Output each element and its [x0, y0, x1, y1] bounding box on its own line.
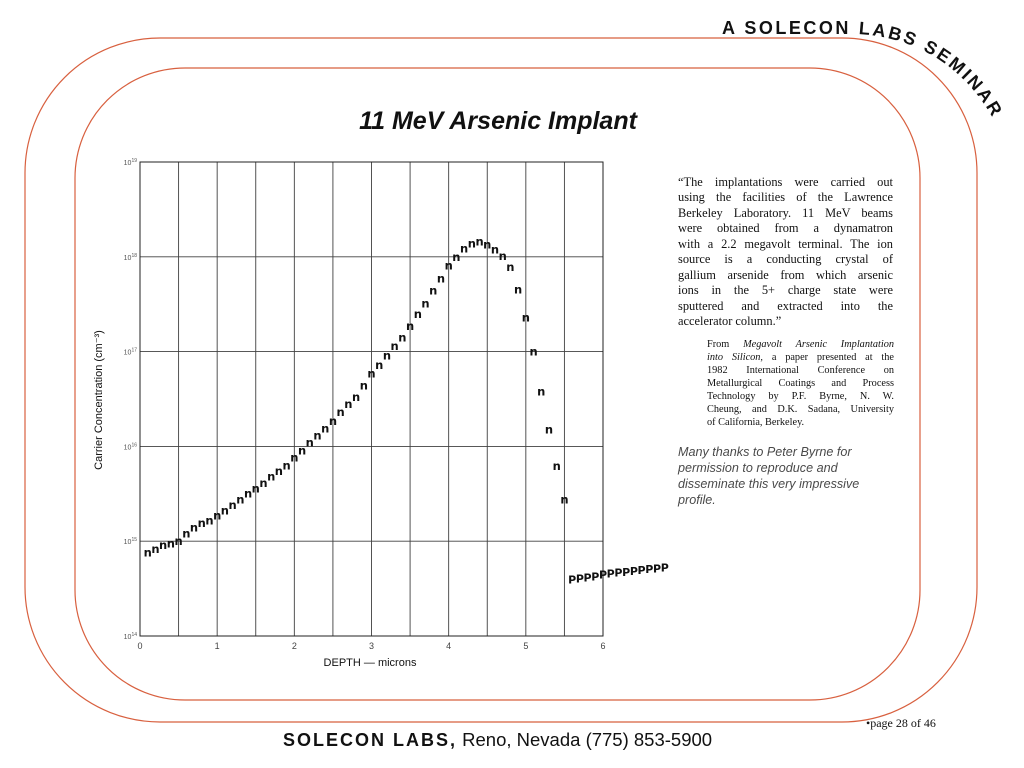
y-tick-label	[124, 442, 138, 451]
n-type-data-point: n	[290, 450, 299, 465]
slide-title: 11 MeV Arsenic Implant	[359, 107, 637, 135]
quote-line: were obtained from a dynamatron	[678, 221, 893, 236]
y-tick-label	[124, 253, 138, 262]
x-tick-label: 1	[214, 641, 220, 651]
p-type-data-point: P	[575, 572, 584, 586]
citation-line	[707, 351, 894, 364]
seminar-banner	[722, 18, 1007, 121]
y-tick-label	[124, 348, 138, 357]
n-type-data-point: n	[398, 330, 407, 345]
acknowledgement-line: Many thanks to Peter Byrne for	[678, 445, 852, 459]
quote-line: gallium arsenide from which arsenic	[678, 267, 893, 282]
n-type-data-point: n	[297, 443, 307, 458]
n-type-data-point: n	[375, 358, 384, 373]
n-type-data-point: n	[529, 344, 538, 359]
x-tick-label: 6	[600, 641, 606, 651]
page-number: •page 28 of 46	[866, 716, 936, 730]
x-tick-label: 2	[291, 641, 297, 651]
y-tick-exponent: 17	[131, 347, 137, 354]
x-tick-label: 3	[368, 641, 375, 651]
n-type-data-point: n	[544, 422, 554, 437]
acknowledgement-line: permission to reproduce and	[678, 461, 838, 475]
n-type-data-point: n	[405, 319, 415, 334]
p-type-data-point: P	[637, 564, 646, 578]
citation-text: a paper presented at the	[763, 352, 894, 363]
n-type-data-point: n	[243, 486, 253, 501]
y-tick-exponent: 15	[131, 537, 137, 544]
n-type-data-point: n	[467, 236, 476, 251]
n-type-data-point: n	[236, 492, 245, 507]
y-tick-base: 10	[123, 539, 132, 547]
quote-line: “The implantations were carried out	[678, 175, 893, 189]
p-type-data-point: P	[629, 564, 638, 578]
n-type-data-point: n	[267, 469, 276, 484]
citation-line	[707, 416, 894, 429]
quote-line: using the facilities of the Lawrence	[678, 190, 893, 205]
y-tick-base: 10	[123, 254, 132, 262]
n-type-data-point: n	[251, 481, 260, 496]
x-axis-label: DEPTH — microns	[323, 657, 417, 669]
n-type-data-point: n	[498, 248, 507, 263]
quote-line: accelerator column.”	[678, 314, 782, 329]
n-type-data-point: n	[552, 459, 561, 474]
p-type-data-point: P	[614, 566, 623, 580]
y-axis-label: Carrier Concentration (cm⁻³)	[93, 330, 105, 470]
quote-line: Berkeley Laboratory. 11 MeV beams	[678, 205, 893, 220]
n-type-data-point: n	[328, 413, 338, 428]
y-tick-exponent: 16	[131, 442, 137, 449]
carrier-concentration-chart	[80, 150, 690, 680]
n-type-data-point: n	[367, 366, 376, 381]
n-type-data-point: n	[344, 397, 353, 412]
company-name: SOLECON LABS,	[283, 730, 458, 750]
quote-line: with a 2.2 megavolt terminal. The ion	[678, 236, 893, 251]
p-type-data-point: P	[606, 567, 615, 581]
p-type-data-point: P	[622, 565, 631, 579]
n-type-data-point: n	[182, 526, 191, 541]
n-type-data-point: n	[259, 476, 268, 491]
x-tick-label: 5	[523, 641, 529, 651]
y-tick-exponent: 18	[131, 252, 137, 259]
citation-text: Metallurgical Coatings and Process	[707, 378, 894, 389]
n-type-data-point: n	[205, 513, 214, 528]
n-type-data-point: n	[159, 538, 168, 553]
n-type-data-point: n	[452, 249, 461, 264]
citation-line	[707, 364, 894, 377]
n-type-data-point: n	[220, 503, 229, 518]
p-type-data-point: P	[652, 562, 662, 576]
y-tick-base: 10	[123, 160, 132, 167]
n-type-data-point: n	[274, 464, 283, 479]
p-type-data-point: P	[598, 568, 608, 582]
paper-title: into Silicon,	[707, 352, 764, 363]
paper-title: Megavolt Arsenic Implantation	[743, 339, 894, 350]
y-tick-base: 10	[123, 634, 132, 641]
grid-layer	[140, 162, 603, 636]
n-type-data-point: n	[475, 234, 484, 249]
n-type-data-point: n	[421, 296, 430, 311]
n-type-data-point: n	[413, 306, 422, 321]
p-type-data-point: P	[645, 563, 654, 577]
n-type-data-point: n	[228, 498, 237, 513]
n-type-data-point: n	[521, 310, 530, 325]
n-type-data-point: n	[313, 428, 322, 443]
tick-layer	[124, 158, 606, 651]
citation-text: From	[707, 339, 744, 350]
quote-line: source is a conducting crystal of	[678, 252, 893, 267]
footer	[283, 729, 712, 751]
n-type-data-point: n	[336, 405, 345, 420]
citation-text: of California, Berkeley.	[707, 417, 805, 428]
n-type-data-point: n	[429, 283, 438, 298]
n-type-data-point: n	[506, 260, 515, 275]
citation-text: 1982 International Conference on	[707, 365, 894, 376]
n-type-data-point: n	[390, 338, 399, 353]
citation-line	[707, 377, 894, 390]
quote-block	[678, 175, 893, 330]
p-type-data-point: P	[583, 571, 592, 585]
n-type-data-point: n	[282, 458, 291, 473]
n-type-data-point: n	[151, 541, 160, 556]
n-type-data-point: n	[560, 492, 569, 507]
y-tick-label	[124, 158, 138, 167]
quote-line: ions in the 5+ charge state were	[678, 283, 893, 298]
n-type-data-point: n	[436, 271, 446, 286]
data-points	[144, 235, 669, 587]
n-type-data-point: n	[460, 241, 469, 256]
x-tick-label: 4	[446, 641, 452, 651]
citation-text: Cheung, and D.K. Sadana, University	[707, 404, 894, 415]
y-tick-exponent: 14	[131, 632, 137, 638]
acknowledgement-block	[678, 444, 893, 508]
y-tick-label	[124, 537, 138, 546]
n-type-data-point: n	[189, 520, 199, 535]
citation-text: Technology by P.F. Byrne, N. W.	[707, 391, 894, 402]
acknowledgement-line: disseminate this very impressive	[678, 477, 860, 491]
n-type-data-point: n	[490, 242, 500, 257]
n-type-data-point: n	[197, 516, 206, 531]
quote-line: sputtered and extracted into the	[678, 298, 893, 313]
y-tick-base: 10	[123, 349, 132, 357]
n-type-data-point: n	[382, 348, 392, 363]
y-tick-base: 10	[123, 444, 132, 452]
n-type-data-point: n	[359, 378, 368, 393]
n-type-data-point: n	[166, 536, 175, 551]
p-type-data-point: P	[660, 561, 669, 575]
n-type-data-point: n	[305, 435, 314, 450]
citation-line	[707, 403, 894, 416]
n-type-data-point: n	[514, 282, 523, 297]
n-type-data-point: n	[537, 384, 546, 399]
n-type-data-point: n	[483, 237, 492, 252]
n-type-data-point: n	[321, 421, 330, 436]
acknowledgement-line: profile.	[678, 493, 716, 507]
n-type-data-point: n	[174, 534, 183, 549]
company-contact: Reno, Nevada (775) 853-5900	[462, 729, 713, 750]
y-tick-label	[124, 632, 138, 641]
y-tick-exponent: 19	[131, 158, 137, 164]
citation-line	[707, 338, 894, 351]
n-type-data-point: n	[143, 545, 152, 560]
n-type-data-point: n	[351, 390, 361, 405]
citation-line	[707, 390, 894, 403]
p-type-data-point: P	[591, 570, 600, 584]
p-type-data-point: P	[568, 573, 577, 587]
n-type-data-point: n	[444, 258, 453, 273]
x-tick-label: 0	[137, 641, 143, 651]
n-type-data-point: n	[213, 508, 222, 523]
citation-block	[707, 338, 894, 429]
seminar-banner-text: A SOLECON LABS SEMINAR	[722, 17, 1008, 122]
